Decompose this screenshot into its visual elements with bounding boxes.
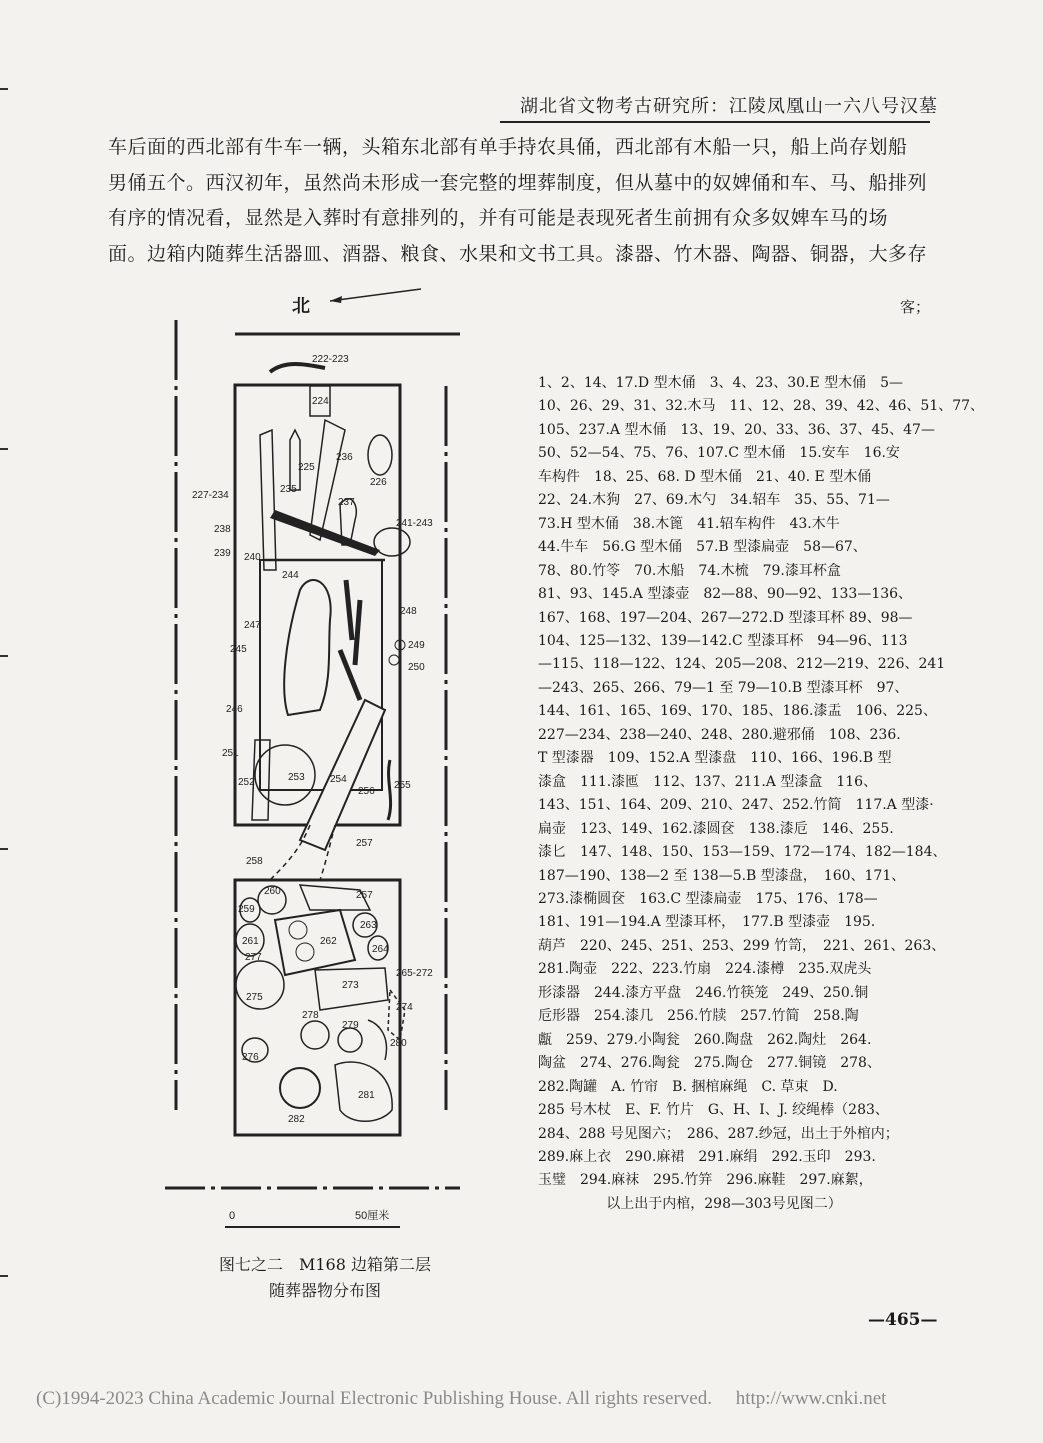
figure-label: 252 xyxy=(238,777,255,788)
figure-label: 248 xyxy=(400,606,417,617)
item-250 xyxy=(389,655,399,665)
legend-line: 漆盒 111.漆匜 112、137、211.A 型漆盒 116、 xyxy=(538,773,878,790)
item-222-223 xyxy=(270,364,325,372)
item-262-hole xyxy=(296,943,314,961)
figure-label: 222-223 xyxy=(312,354,349,365)
legend-line: 葫芦 220、245、251、253、299 竹笥， 221、261、263、 xyxy=(538,937,946,954)
figure-label: 225 xyxy=(298,462,315,473)
legend-line: 1、2、14、17.D 型木俑 3、4、23、30.E 型木俑 5— xyxy=(538,375,904,391)
figure-label: 278 xyxy=(302,1010,319,1021)
north-label: 北 xyxy=(292,296,310,317)
scale-bar-graphic xyxy=(225,1205,405,1235)
figure-label: 273 xyxy=(342,980,359,991)
legend-line: 玉璧 294.麻袜 295.竹笄 296.麻鞋 297.麻絮， xyxy=(538,1172,873,1189)
legend-line: T 型漆器 109、152.A 型漆盘 110、166、196.B 型 xyxy=(538,750,892,767)
figure-label: 238 xyxy=(214,524,231,535)
item-279 xyxy=(338,1028,362,1052)
item-262-hole xyxy=(289,921,307,939)
figure-label: 281 xyxy=(358,1090,375,1101)
legend-line: 144、161、165、169、170、185、186.漆盂 106、225、 xyxy=(538,703,937,720)
item-278 xyxy=(301,1021,329,1049)
legend-line: 44.牛车 56.G 型木俑 57.B 型漆扁壶 58—67、 xyxy=(538,539,867,556)
legend-line: 以上出于内棺，298—303号见图二） xyxy=(606,1195,842,1212)
figure-label: 224 xyxy=(312,396,329,407)
legend-line: 甗 259、279.小陶瓮 260.陶盘 262.陶灶 264. xyxy=(538,1031,872,1048)
item-255 xyxy=(388,760,391,820)
item-280 xyxy=(368,1020,386,1060)
legend-line: 扁壶 123、149、162.漆圆奁 138.漆卮 146、255. xyxy=(538,820,894,837)
figure-label: 235 xyxy=(280,484,297,495)
tomb-diagram xyxy=(160,320,470,1200)
caption-line: 图七之二 M168 边箱第二层 xyxy=(218,1255,431,1274)
caption-line: 随葬器物分布图 xyxy=(268,1281,381,1300)
legend-line: 143、151、164、209、210、247、252.竹简 117.A 型漆· xyxy=(538,797,934,814)
figure-label: 275 xyxy=(246,992,263,1003)
figure-label: 236 xyxy=(336,452,353,463)
figure-label: 261 xyxy=(242,936,259,947)
lacquer-tray-outline xyxy=(284,580,330,715)
legend-line: 282.陶罐 A. 竹帘 B. 捆棺麻绳 C. 草束 D. xyxy=(538,1078,838,1095)
legend-line: 漆匕 147、148、150、153—159、172—174、182—184、 xyxy=(538,844,947,861)
figure-label: 276 xyxy=(242,1052,259,1063)
figure-label: 241-243 xyxy=(396,518,433,529)
figure-label: 257 xyxy=(356,838,373,849)
tomb-layout-figure xyxy=(160,320,470,1200)
figure-label: 282 xyxy=(288,1114,305,1125)
legend-line: 167、168、197—204、267—272.D 型漆耳杯 89、98— xyxy=(538,609,913,626)
body-paragraph xyxy=(108,130,948,272)
margin-mark xyxy=(0,848,8,850)
figure-label: 257 xyxy=(356,890,373,901)
margin-mark xyxy=(0,448,8,450)
item-236 xyxy=(310,420,345,540)
figure-labels xyxy=(192,354,433,1125)
legend-line: 卮形器 254.漆几 256.竹牍 257.竹简 258.陶 xyxy=(538,1008,859,1025)
scale-end: 50厘米 xyxy=(355,1210,390,1222)
legend-line: 289.麻上衣 290.麻裙 291.麻绢 292.玉印 293. xyxy=(538,1148,876,1165)
figure-label: 265-272 xyxy=(396,968,433,979)
legend-line: 181、191—194.A 型漆耳杯， 177.B 型漆壶 195. xyxy=(538,914,876,931)
figure-label: 259 xyxy=(238,904,255,915)
item-241-243 xyxy=(374,528,410,556)
figure-label: 239 xyxy=(214,548,231,559)
figure-label: 255 xyxy=(394,780,411,791)
scale-start: 0 xyxy=(229,1210,236,1222)
legend-line: 273.漆椭圆奁 163.C 型漆扁壶 175、176、178— xyxy=(538,890,878,907)
north-arrow xyxy=(286,286,426,316)
body-line: 车后面的西北部有牛车一辆，头箱东北部有单手持农具俑，西北部有木船一只，船上尚存划船 xyxy=(108,136,908,158)
figure-label: 264 xyxy=(372,944,389,955)
figure-label: 277 xyxy=(245,952,262,963)
figure-caption xyxy=(190,1252,460,1304)
figure-label: 246 xyxy=(226,704,243,715)
stray-mark: 客； xyxy=(900,298,931,316)
legend-line: 22、24.木狗 27、69.木勺 34.轺车 35、55、71— xyxy=(538,492,890,509)
figure-label: 249 xyxy=(408,640,425,651)
legend-line: 284、288 号见图六； 286、287.纱冠，出土于外棺内； xyxy=(538,1125,899,1142)
figure-label: 251 xyxy=(222,748,239,759)
page-number: —465— xyxy=(868,1310,938,1330)
legend-line: 形漆器 244.漆方平盘 246.竹筷笼 249、250.铜 xyxy=(538,984,869,1001)
figure-label: 237 xyxy=(338,497,355,508)
legend-line: 105、237.A 型木俑 13、19、20、33、36、37、45、47— xyxy=(538,421,935,438)
figure-label: 253 xyxy=(288,772,305,783)
legend-line: —243、265、266、79—1 至 79—10.B 型漆耳杯 97、 xyxy=(538,679,909,696)
figure-label: 279 xyxy=(342,1020,359,1031)
figure-label: 262 xyxy=(320,936,337,947)
item-253 xyxy=(255,745,315,805)
legend-line: 10、26、29、31、32.木马 11、12、28、39、42、46、51、77、 xyxy=(538,398,985,415)
figure-label: 256 xyxy=(358,786,375,797)
legend-line: 187—190、138—2 至 138—5.B 型漆盘， 160、171、 xyxy=(538,867,906,884)
item-235 xyxy=(260,430,276,570)
legend-line: 227—234、238—240、248、280.避邪俑 108、236. xyxy=(538,726,901,743)
legend-line: 车构件 18、25、68. D 型木俑 21、40. E 型木俑 xyxy=(538,468,872,485)
legend-line: 78、80.竹笭 70.木船 74.木梳 79.漆耳杯盒 xyxy=(538,562,841,579)
figure-label: 244 xyxy=(282,570,299,581)
figure-label: 280 xyxy=(390,1038,407,1049)
item-274 xyxy=(388,990,405,1040)
legend-line: 50、52—54、75、76、107.C 型木俑 15.安车 16.安 xyxy=(538,445,900,462)
running-title: 湖北省文物考古研究所：江陵凤凰山一六八号汉墓 xyxy=(520,96,938,117)
item-226 xyxy=(368,435,392,475)
margin-mark xyxy=(0,88,8,90)
legend-line: 73.H 型木俑 38.木篦 41.轺车构件 43.木牛 xyxy=(538,515,840,532)
figure-label: 250 xyxy=(408,662,425,673)
body-line: 面。边箱内随葬生活器皿、酒器、粮食、水果和文书工具。漆器、竹木器、陶器、铜器，大多存 xyxy=(108,242,928,265)
item-262 xyxy=(275,910,355,975)
figure-label: 247 xyxy=(244,620,261,631)
legend-line: 104、125—132、139—142.C 型漆耳杯 94—96、113 xyxy=(538,632,908,649)
body-line: 男俑五个。西汉初年，虽然尚未形成一套完整的埋葬制度，但从墓中的奴婢俑和车、马、船排列 xyxy=(108,171,928,194)
figure-label: 227-234 xyxy=(192,490,229,501)
header-rule xyxy=(500,121,930,123)
legend-line: 281.陶壶 222、223.竹扇 224.漆樽 235.双虎头 xyxy=(538,961,872,978)
margin-mark xyxy=(0,1275,8,1277)
figure-label: 226 xyxy=(370,477,387,488)
legend-line: 81、93、145.A 型漆壶 82—88、90—92、133—136、 xyxy=(538,586,913,603)
figure-label: 258 xyxy=(246,856,263,867)
figure-label: 240 xyxy=(244,552,261,563)
scale-bar xyxy=(225,1205,405,1235)
figure-label: 274 xyxy=(396,1002,413,1013)
legend-line: 285 号木杖 E、F. 竹片 G、H、I、J. 绞绳棒（283、 xyxy=(538,1102,889,1119)
figure-label: 254 xyxy=(330,774,347,785)
item-225 xyxy=(290,430,300,490)
figure-legend xyxy=(538,372,985,1216)
figure-label: 245 xyxy=(230,644,247,655)
legend-line: —115、118—122、124、205—208、212—219、226、241 xyxy=(538,656,946,673)
figure-label: 263 xyxy=(360,920,377,931)
legend-line: 陶盆 274、276.陶瓮 275.陶仓 277.铜镜 278、 xyxy=(538,1055,881,1072)
figure-label: 260 xyxy=(264,886,281,897)
margin-mark xyxy=(0,655,8,657)
tool-strokes xyxy=(340,580,360,700)
north-arrow-icon xyxy=(286,286,426,316)
body-line: 有序的情况看，显然是入葬时有意排列的，并有可能是表现死者生前拥有众多奴婢车马的场 xyxy=(108,207,889,229)
item-282 xyxy=(280,1068,320,1108)
copyright-notice: (C)1994-2023 China Academic Journal Electronic Publishing House. All rights reserved. http://www.cnki.net xyxy=(36,1388,887,1409)
